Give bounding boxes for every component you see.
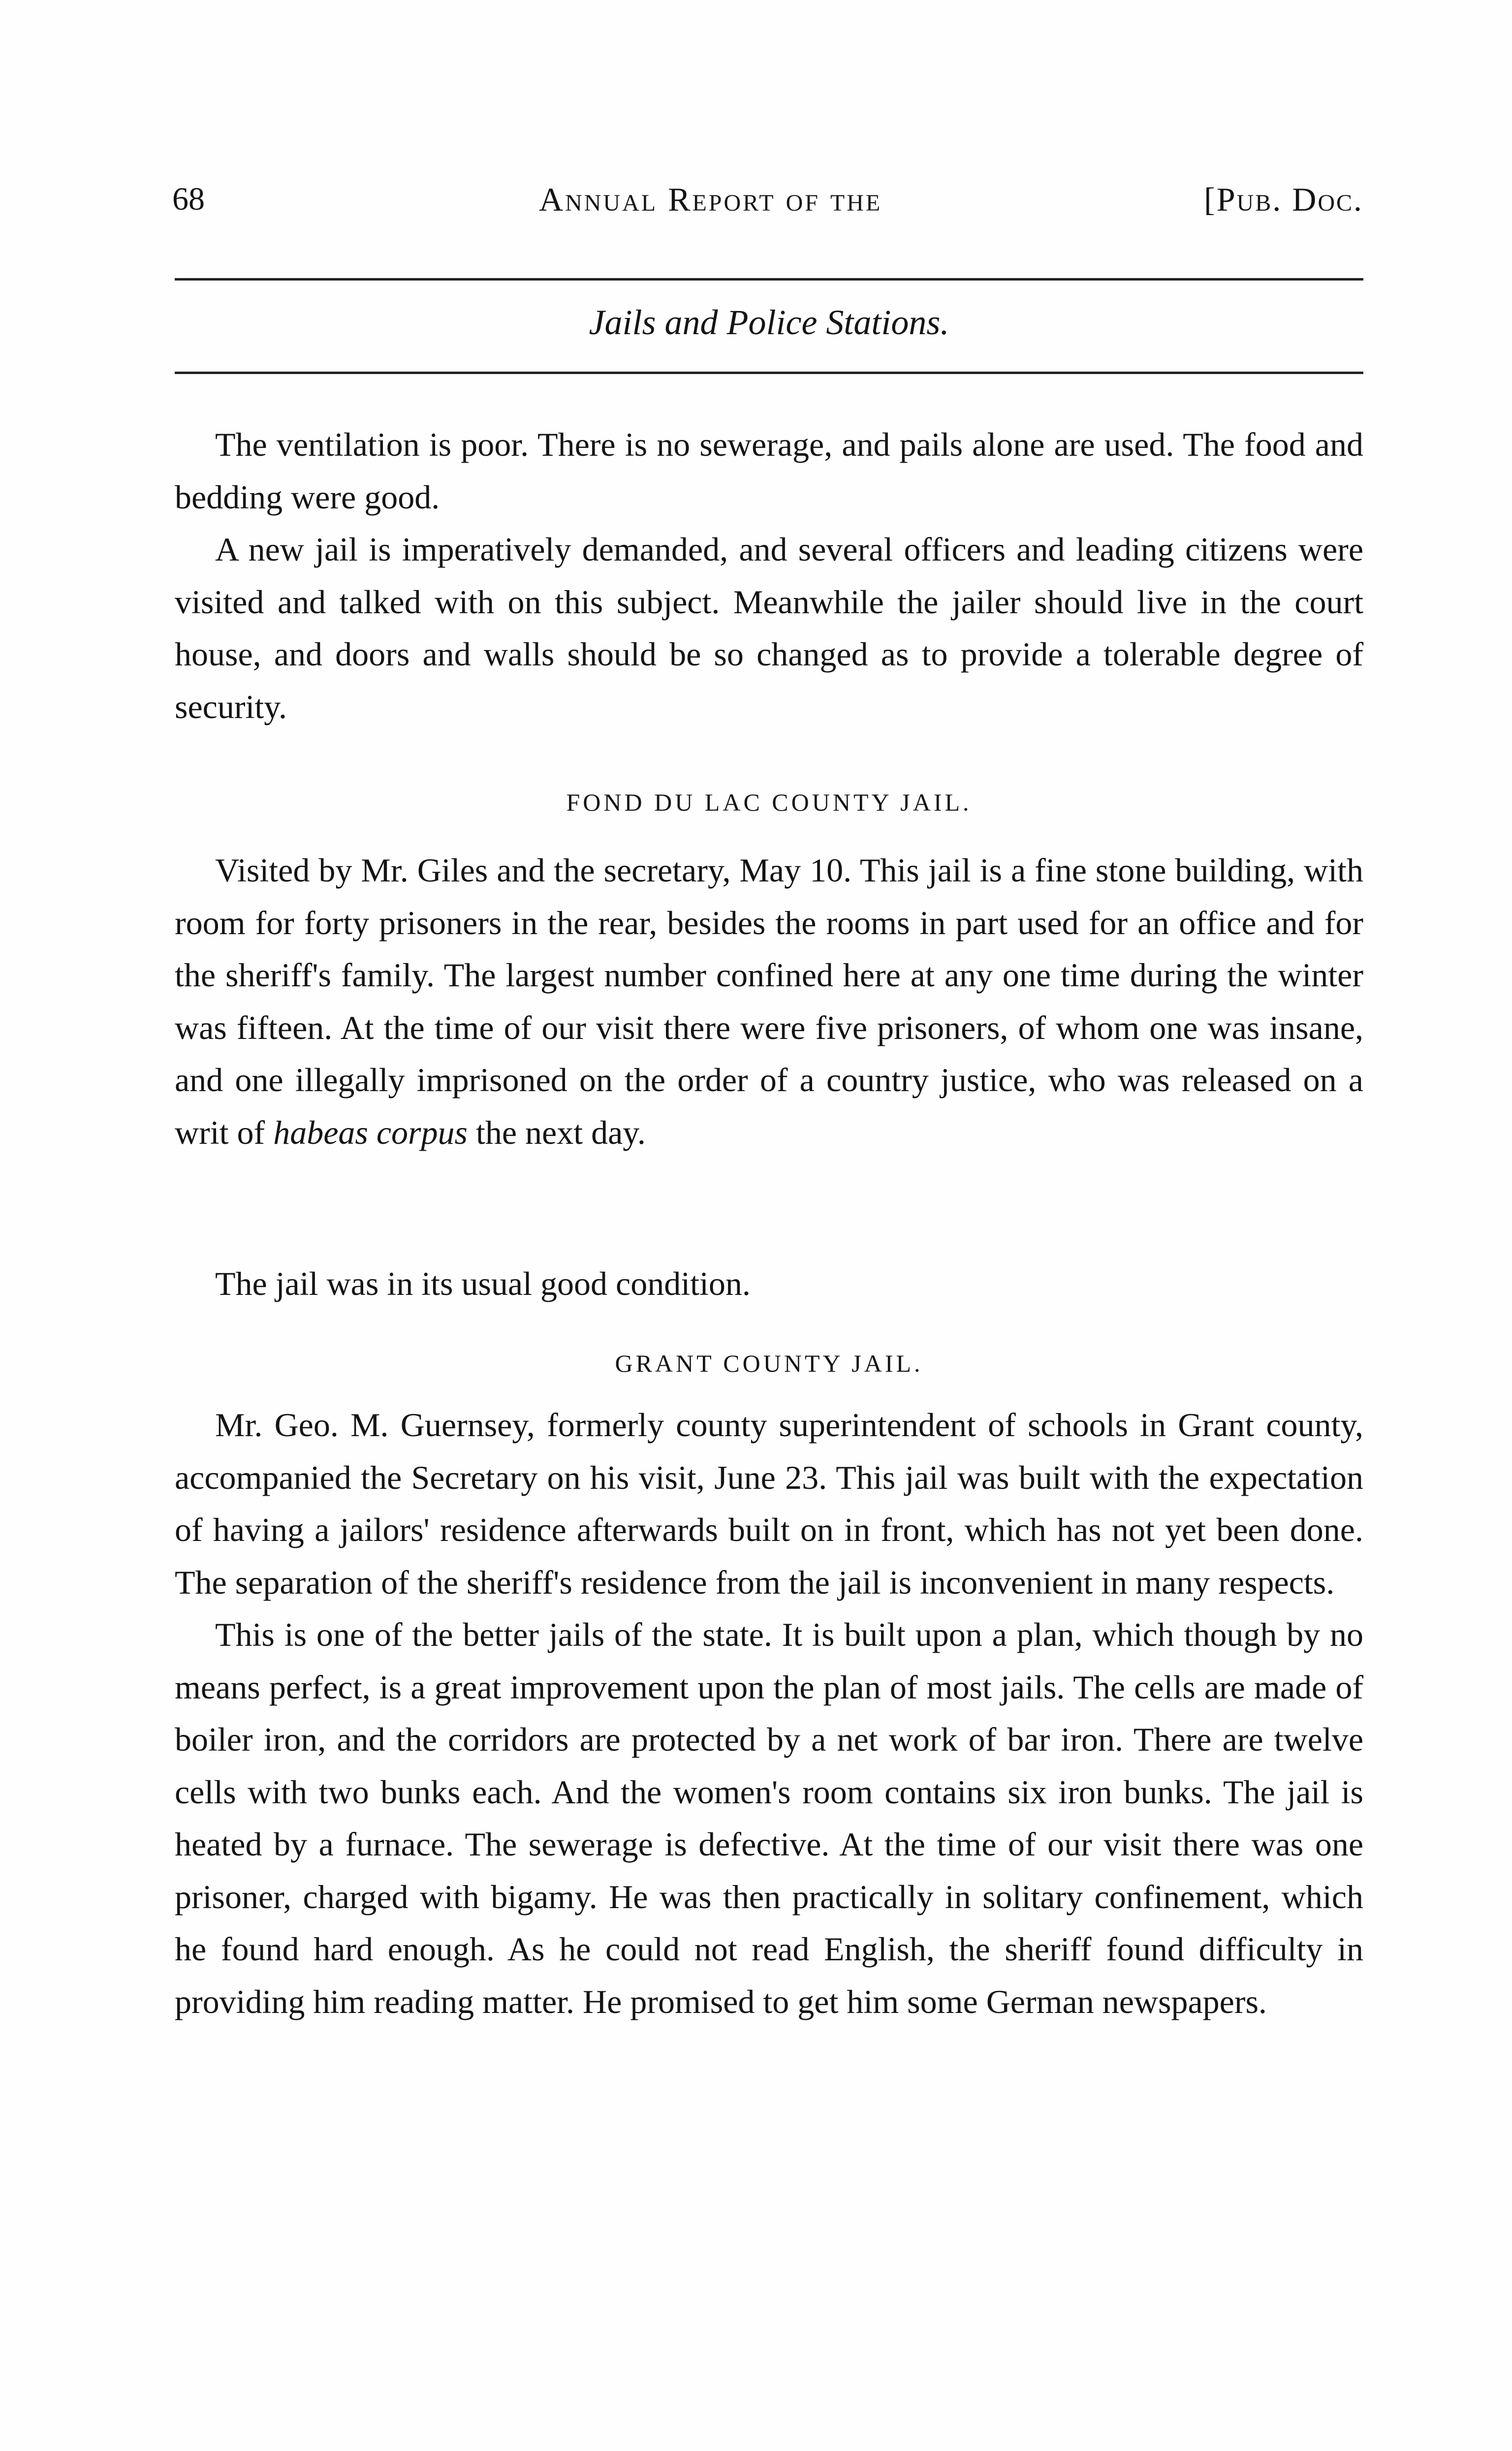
running-title: Annual Report of the	[539, 181, 882, 218]
paragraph-text: Visited by Mr. Giles and the secretary, May 10. This jail is a fine stone building, with room for forty prisoners in the rear, besides the rooms in part used for an office and for the sheriff's family. The largest number confined here at any one time during the winter was fifteen. At the time of our visit there were five prisoners, of whom one was insane, and one illegally imprisoned on the order of a country justice, who was released on a writ of	[175, 851, 1363, 1151]
paragraph-text: the next day.	[475, 1113, 646, 1151]
page-number: 68	[172, 181, 205, 217]
fond-du-lac-paragraph-1	[175, 844, 1363, 1159]
paragraph	[175, 844, 1363, 1159]
header-rule-top	[175, 278, 1363, 281]
paragraph: The jail was in its usual good condition.	[215, 1265, 751, 1302]
grant-county-paragraphs	[175, 1399, 1363, 2028]
fond-du-lac-paragraph-2	[175, 1257, 1363, 1310]
section-title: Jails and Police Stations.	[589, 303, 949, 342]
document-label: [Pub. Doc.	[1204, 181, 1363, 218]
paragraph: This is one of the better jails of the state. It is built upon a plan, which though by no means perfect, is a great improvement upon the plan of most jails. The cells are made of boiler iron, and the corridors are protected by a net work of bar iron. There are twelve cells with two bunks each. And the women's room contains six iron bunks. The jail is heated by a furnace. The sewerage is defective. At the time of our visit there was one prisoner, charged with bigamy. He was then practically in solitary confinement, which he found hard enough. As he could not read English, the sheriff found difficulty in providing him reading matter. He promised to get him some German newspapers.	[175, 1616, 1363, 2020]
intro-paragraphs	[175, 418, 1363, 733]
paragraph: A new jail is imperatively demanded, and several officers and leading citizens were visited and talked with on this subject. Meanwhile the jailer should live in the court house, and doors and walls should be so changed as to provide a tolerable degree of security.	[175, 531, 1363, 725]
page-header	[172, 177, 1363, 221]
paragraph: Mr. Geo. M. Guernsey, formerly county superintendent of schools in Grant county, accompanied the Secretary on his visit, June 23. This jail was built with the expectation of having a jailors' residence afterwards built on in front, which has not yet been done. The separation of the sheriff's residence from the jail is inconvenient in many respects.	[175, 1406, 1363, 1601]
fond-du-lac-heading: FOND DU LAC COUNTY JAIL.	[566, 788, 972, 816]
grant-county-heading: GRANT COUNTY JAIL.	[615, 1350, 923, 1377]
paragraph: The ventilation is poor. There is no sewerage, and pails alone are used. The food and bedding were good.	[175, 426, 1363, 516]
header-rule-bottom	[175, 372, 1363, 374]
italic-term: habeas corpus	[273, 1113, 468, 1151]
